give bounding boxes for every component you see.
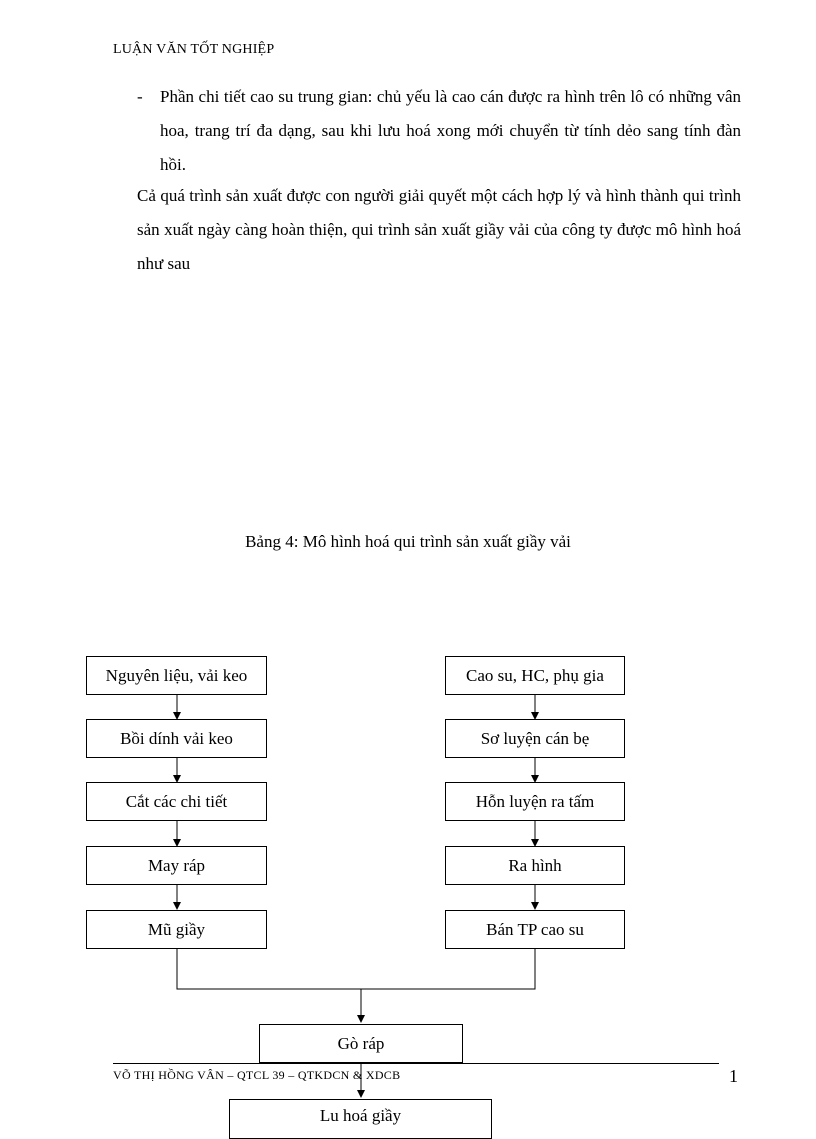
step-rubber-chemicals: Cao su, HC, phụ gia bbox=[445, 656, 625, 695]
merge-line bbox=[177, 949, 535, 989]
step-sewing: May ráp bbox=[86, 846, 267, 885]
bullet-marker: - bbox=[137, 87, 143, 106]
step-glue-fabric: Bồi dính vải keo bbox=[86, 719, 267, 758]
step-mixing-sheets: Hỗn luyện ra tấm bbox=[445, 782, 625, 821]
step-cut-parts: Cắt các chi tiết bbox=[86, 782, 267, 821]
footer-rule bbox=[113, 1063, 719, 1064]
footer-author: VÕ THỊ HỒNG VÂN – QTCL 39 – QTKDCN & XDCB bbox=[113, 1068, 401, 1082]
step-shoe-upper: Mũ giầy bbox=[86, 910, 267, 949]
bullet-paragraph: Phần chi tiết cao su trung gian: chủ yếu là cao cán được ra hình trên lô có những vân hoa, trang trí đa dạng, sau khi lưu hoá xong mới chuyển từ tính dẻo sang tính đàn hồi. bbox=[160, 87, 741, 174]
step-vulcanize: Lu hoá giầy bbox=[229, 1099, 492, 1139]
step-rubber-semi-product: Bán TP cao su bbox=[445, 910, 625, 949]
body-paragraph: Cả quá trình sản xuất được con người giải quyết một cách hợp lý và hình thành qui trình sản xuất ngày càng hoàn thiện, qui trình sản xuất giầy vải của công ty được mô hình hoá như sau bbox=[137, 186, 741, 273]
running-header: LUẬN VĂN TỐT NGHIỆP bbox=[113, 42, 275, 57]
step-raw-materials: Nguyên liệu, vải keo bbox=[86, 656, 267, 695]
table-caption: Bảng 4: Mô hình hoá qui trình sản xuất giầy vải bbox=[245, 532, 571, 551]
step-shaping: Ra hình bbox=[445, 846, 625, 885]
page-number: 1 bbox=[729, 1066, 738, 1086]
step-pre-mixing: Sơ luyện cán bẹ bbox=[445, 719, 625, 758]
step-assembly: Gò ráp bbox=[259, 1024, 463, 1063]
